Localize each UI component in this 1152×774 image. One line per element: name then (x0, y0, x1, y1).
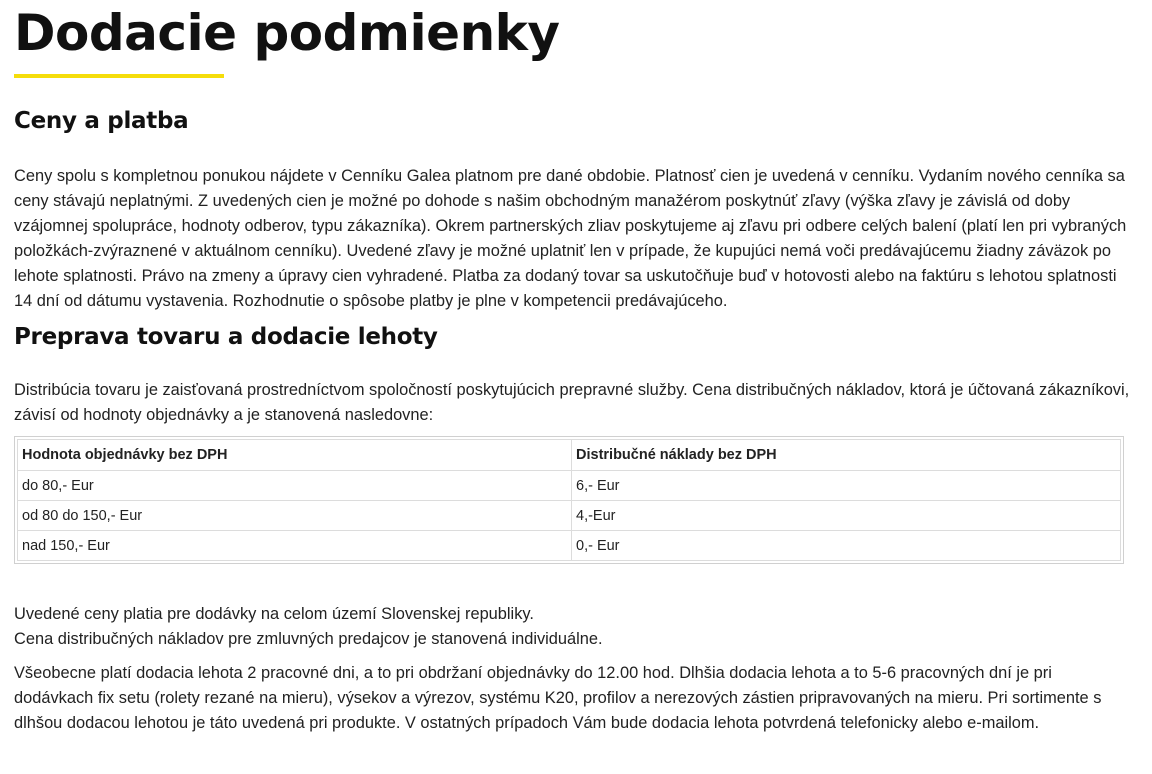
delivery-cost-table (14, 436, 1124, 564)
territory-note: Uvedené ceny platia pre dodávky na celom území Slovenskej republiky. (14, 605, 534, 623)
table-header-cell: Hodnota objednávky bez DPH (18, 440, 572, 471)
table-cell: nad 150,- Eur (18, 531, 572, 561)
distribution-paragraph: Distribúcia tovaru je zaisťovaná prostredníctvom spoločností poskytujúcich prepravné služby. Cena distribučných nákladov, ktorá je účtovaná zákazníkovi, závisí od hodnoty objednávky a je stanovená nasledovne: (14, 381, 1130, 424)
prices-paragraph: Ceny spolu s kompletnou ponukou nájdete v Cenníku Galea platnom pre dané obdobie. Platnosť cien je uvedená v cenníku. Vydaním nového cenníka sa ceny stávajú neplatnými. Z uvedených cien je možné po dohode s našim obchodným manažérom poskytnúť zľavy (výška zľavy je závislá od doby vzájomnej spolupráce, hodnoty odberov, typu zákazníka). Okrem partnerských zliav poskytujeme aj zľavu pri odbere celých balení (platí len pri vybraných položkách-zvýraznené v aktuálnom cenníku). Uvedené zľavy je možné uplatniť len v prípade, že kupujúci nemá voči predávajúcemu žiadny záväzok po lehote splatnosti. Právo na zmeny a úpravy cien vyhradené. Platba za dodaný tovar sa uskutočňuje buď v hotovosti alebo na faktúru s lehotou splatnosti 14 dní od dátumu vystavenia. Rozhodnutie o spôsobe platby je plne v kompetencii predávajúceho. (14, 167, 1127, 310)
table-cell: 4,-Eur (572, 501, 1121, 531)
section-heading-prices: Ceny a platba (14, 108, 189, 134)
table-row (18, 531, 1121, 561)
table-cell: od 80 do 150,- Eur (18, 501, 572, 531)
title-underline (14, 74, 224, 78)
lead-time-paragraph: Všeobecne platí dodacia lehota 2 pracovné dni, a to pri obdržaní objednávky do 12.00 hod. Dlhšia dodacia lehota a to 5-6 pracovných dní je pri dodávkach fix setu (rolety rezané na mieru), výsekov a výrezov, systému K20, profilov a nerezových zástien pripravovaných na mieru. Pri sortimente s dlhšou dodacou lehotou je táto uvedená pri produkte. V ostatných prípadoch Vám bude dodacia lehota potvrdená telefonicky alebo e-mailom. (14, 664, 1102, 732)
table-cell: 6,- Eur (572, 471, 1121, 501)
dealer-note: Cena distribučných nákladov pre zmluvných predajcov je stanovená individuálne. (14, 630, 603, 648)
table-header-row (18, 440, 1121, 471)
table-cell: do 80,- Eur (18, 471, 572, 501)
table-cell: 0,- Eur (572, 531, 1121, 561)
page-title: Dodacie podmienky (14, 4, 560, 62)
table-row (18, 501, 1121, 531)
table-header-cell: Distribučné náklady bez DPH (572, 440, 1121, 471)
table-row (18, 471, 1121, 501)
section-heading-delivery: Preprava tovaru a dodacie lehoty (14, 324, 438, 350)
